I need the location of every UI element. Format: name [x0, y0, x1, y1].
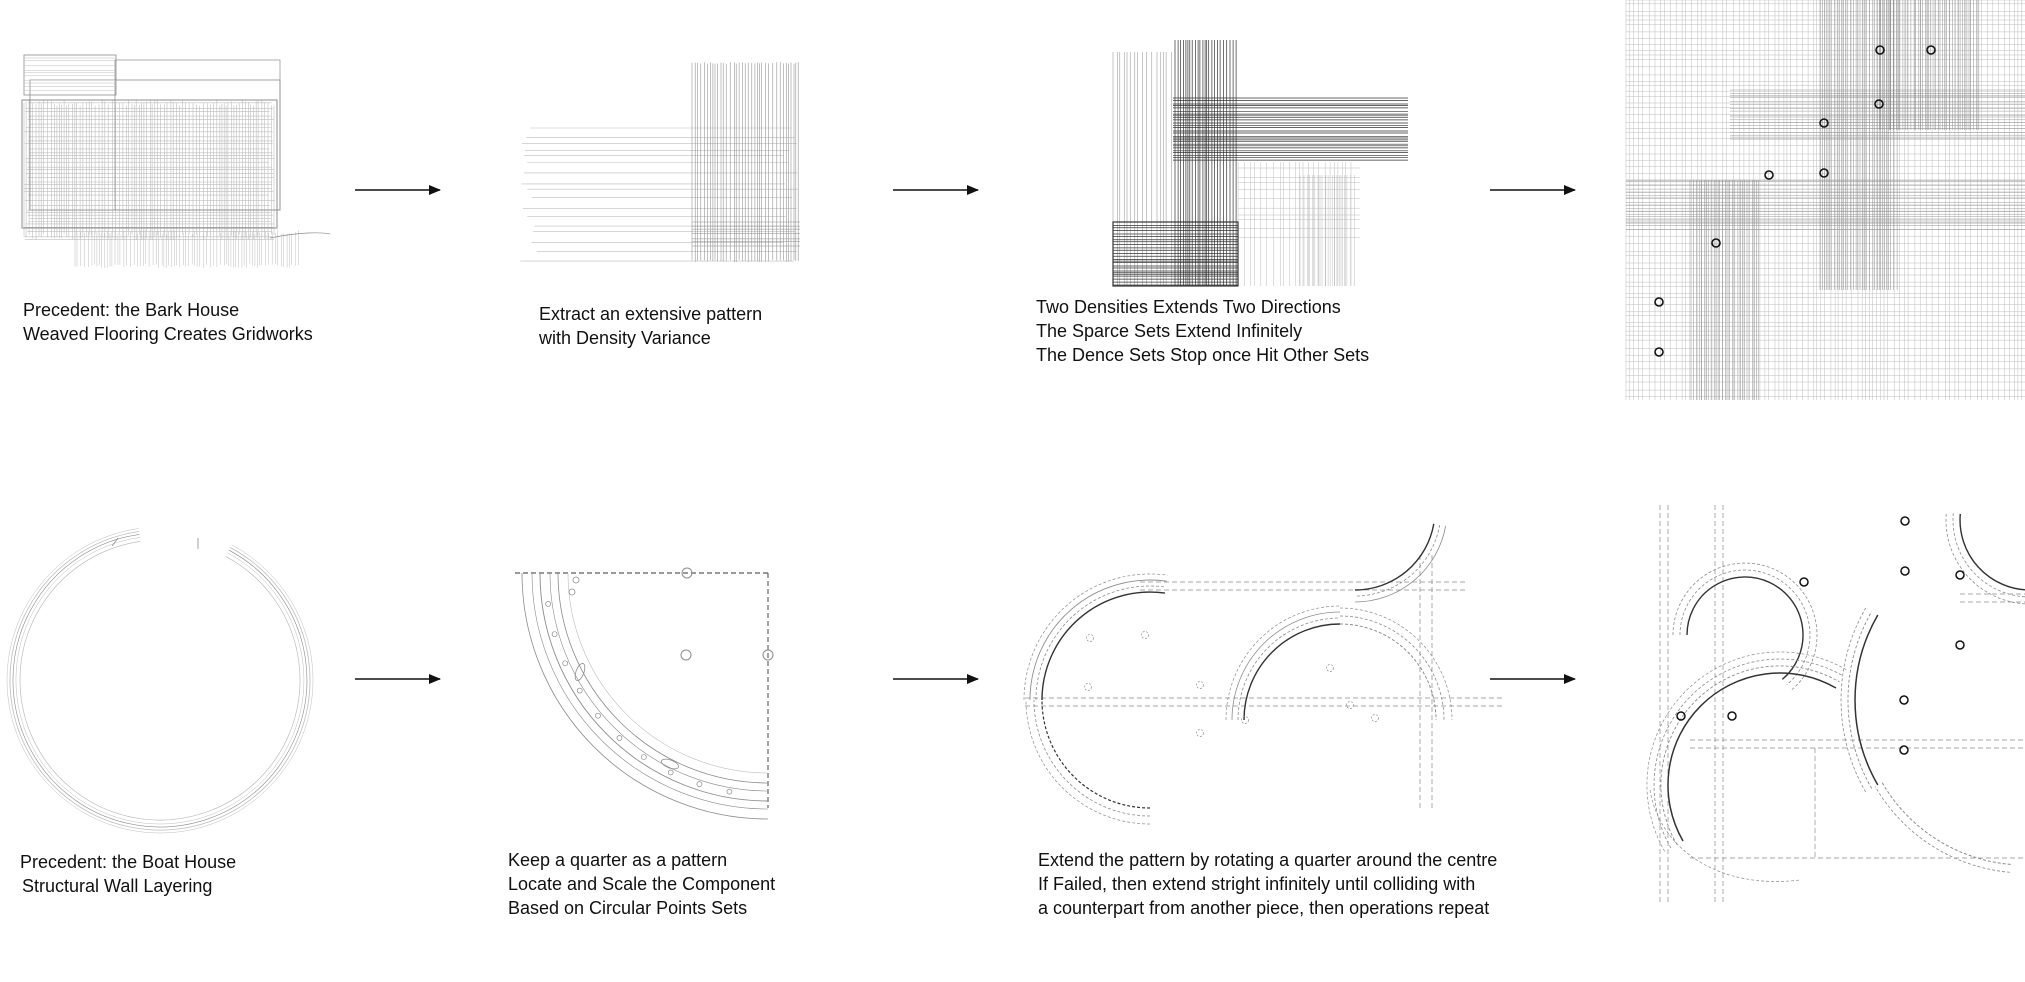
- rotated-quarter-extension-icon: [1024, 524, 1505, 824]
- curve-field-result-icon: [1647, 505, 2025, 905]
- caption-density-pattern: [539, 302, 762, 350]
- caption-two-densities: [1036, 295, 1369, 367]
- caption-line: a counterpart from another piece, then operations repeat: [1038, 898, 1490, 918]
- caption-bark-house: [23, 298, 313, 346]
- two-density-grid-icon: [1113, 40, 1408, 286]
- caption-line: Precedent: the Boat House: [20, 852, 237, 872]
- caption-line: Weaved Flooring Creates Gridworks: [23, 324, 313, 344]
- caption-line: Locate and Scale the Component: [508, 874, 776, 894]
- caption-line: Keep a quarter as a pattern: [508, 850, 728, 870]
- quarter-ring-pattern-icon: [515, 568, 773, 819]
- caption-quarter-pattern: [508, 848, 775, 920]
- caption-line: Two Densities Extends Two Directions: [1036, 297, 1341, 317]
- caption-line: Extract an extensive pattern: [539, 304, 763, 324]
- grid-field-result-icon: [1626, 0, 2025, 400]
- caption-line: The Dence Sets Stop once Hit Other Sets: [1036, 345, 1370, 365]
- caption-line: with Density Variance: [539, 328, 711, 348]
- caption-line: The Sparce Sets Extend Infinitely: [1036, 321, 1303, 341]
- caption-line: If Failed, then extend stright infinitely until colliding with: [1038, 874, 1476, 894]
- caption-rotation-extension: [1038, 848, 1497, 920]
- caption-line: Based on Circular Points Sets: [508, 898, 748, 918]
- boat-house-ring-icon: [7, 529, 313, 834]
- bark-house-plan-icon: [22, 55, 330, 268]
- density-pattern-icon: [520, 62, 800, 262]
- caption-line: Structural Wall Layering: [22, 876, 213, 896]
- caption-line: Extend the pattern by rotating a quarter around the centre: [1038, 850, 1498, 870]
- caption-boat-house: [20, 850, 236, 898]
- caption-line: Precedent: the Bark House: [23, 300, 240, 320]
